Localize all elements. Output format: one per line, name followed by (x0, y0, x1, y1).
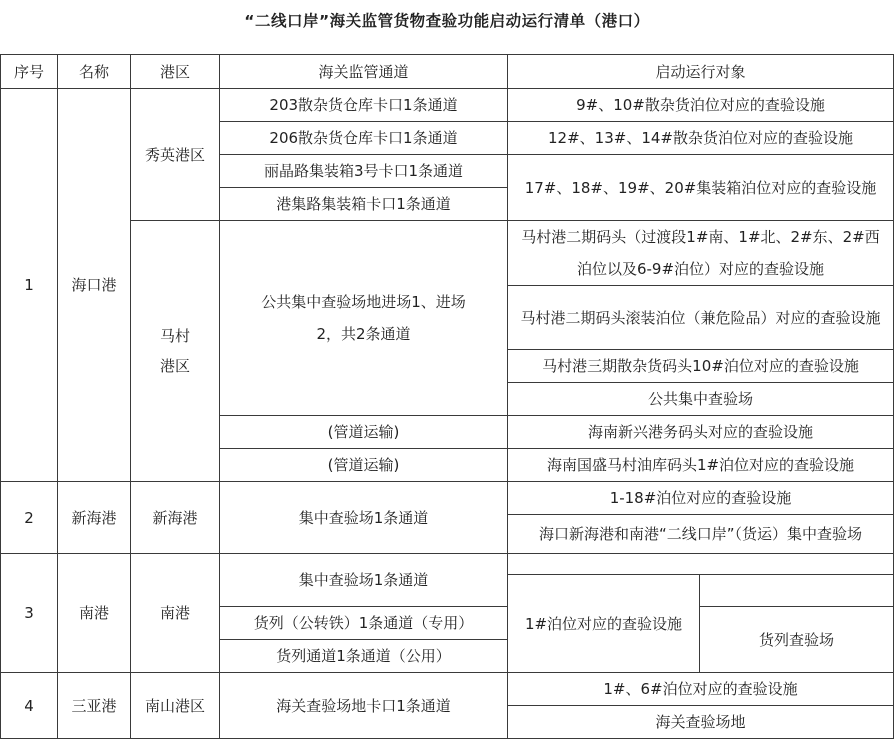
port-name: 三亚港 (58, 673, 131, 739)
header-area: 港区 (131, 55, 220, 89)
table-row (1, 673, 894, 706)
header-target: 启动运行对象 (508, 55, 894, 89)
port-name: 新海港 (58, 482, 131, 554)
port-area: 南港 (131, 554, 220, 673)
channel-cell: 203散杂货仓库卡口1条通道 (220, 89, 508, 122)
channel-cell: 206散杂货仓库卡口1条通道 (220, 122, 508, 155)
target-cell: 1#泊位对应的查验设施 (508, 575, 700, 673)
port-name: 南港 (58, 554, 131, 673)
table-row (1, 554, 894, 575)
inspection-table (0, 54, 894, 739)
target-cell: 12#、13#、14#散杂货泊位对应的查验设施 (508, 122, 894, 155)
port-area: 马村港区 (131, 221, 220, 482)
page-title: “二线口岸”海关监管货物查验功能启动运行清单（港口） (244, 12, 650, 30)
target-cell: 公共集中查验场 (508, 383, 894, 416)
row-index: 2 (1, 482, 58, 554)
target-cell: 货列查验场 (700, 607, 894, 673)
header-name: 名称 (58, 55, 131, 89)
channel-cell: 海关查验场地卡口1条通道 (220, 673, 508, 739)
row-index: 1 (1, 89, 58, 482)
target-cell: 1#、6#泊位对应的查验设施 (508, 673, 894, 706)
channel-cell: 货列通道1条通道（公用） (220, 640, 508, 673)
header-index: 序号 (1, 55, 58, 89)
target-cell: 9#、10#散杂货泊位对应的查验设施 (508, 89, 894, 122)
channel-cell: (管道运输) (220, 449, 508, 482)
port-area: 新海港 (131, 482, 220, 554)
row-index: 4 (1, 673, 58, 739)
target-cell: 海关查验场地 (508, 706, 894, 739)
target-cell: 海南新兴港务码头对应的查验设施 (508, 416, 894, 449)
port-area: 秀英港区 (131, 89, 220, 221)
table-row (1, 221, 894, 286)
target-cell: 1-18#泊位对应的查验设施 (508, 482, 894, 515)
target-cell: 海口新海港和南港“二线口岸”（货运）集中查验场 (508, 515, 894, 554)
target-cell: 马村港二期码头滚装泊位（兼危险品）对应的查验设施 (508, 286, 894, 350)
table-row (1, 89, 894, 122)
channel-cell: 货列（公转铁）1条通道（专用） (220, 607, 508, 640)
target-cell: 马村港二期码头（过渡段1#南、1#北、2#东、2#西泊位以及6-9#泊位）对应的查验设施 (508, 221, 894, 286)
row-index: 3 (1, 554, 58, 673)
channel-cell: 集中查验场1条通道 (220, 554, 508, 607)
channel-cell: 丽晶路集装箱3号卡口1条通道 (220, 155, 508, 188)
target-cell: 马村港三期散杂货码头10#泊位对应的查验设施 (508, 350, 894, 383)
channel-cell: (管道运输) (220, 416, 508, 449)
target-cell: 17#、18#、19#、20#集装箱泊位对应的查验设施 (508, 155, 894, 221)
table-row (1, 482, 894, 515)
header-channel: 海关监管通道 (220, 55, 508, 89)
channel-cell: 港集路集装箱卡口1条通道 (220, 188, 508, 221)
target-cell: 海南国盛马村油库码头1#泊位对应的查验设施 (508, 449, 894, 482)
port-name: 海口港 (58, 89, 131, 482)
channel-cell: 集中查验场1条通道 (220, 482, 508, 554)
table-header-row (1, 55, 894, 89)
port-area: 南山港区 (131, 673, 220, 739)
channel-cell: 公共集中查验场地进场1、进场2，共2条通道 (220, 221, 508, 416)
